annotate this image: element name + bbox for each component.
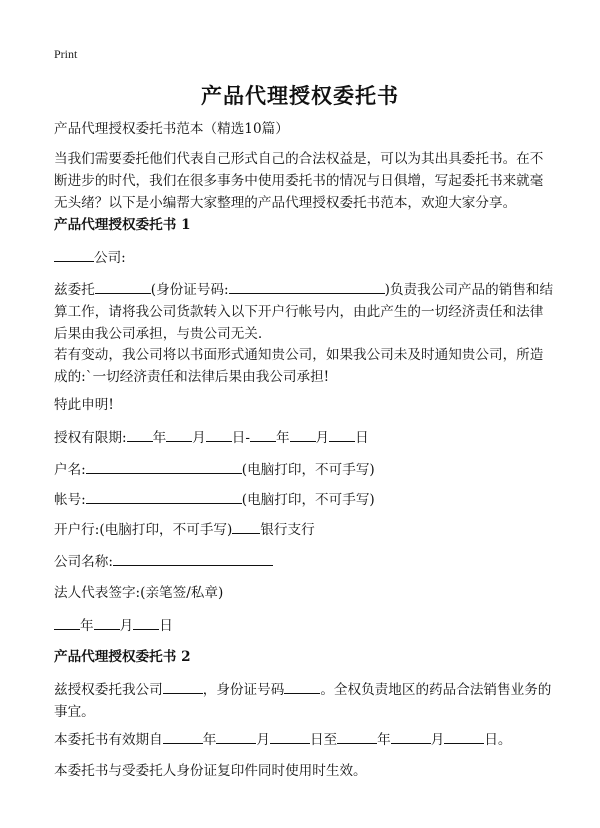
validity-text-a: 本委托书有效期自 <box>54 732 163 748</box>
valid-start-month-unit: 月 <box>256 732 270 748</box>
entrust-paragraph <box>54 278 554 345</box>
authorization-period-line <box>54 426 554 449</box>
valid-end-year-blank[interactable] <box>337 728 377 744</box>
account-number-note: (电脑打印，不可手写) <box>241 492 375 508</box>
bank-blank[interactable] <box>232 518 260 534</box>
valid-end-month-blank[interactable] <box>391 728 431 744</box>
agent-name-blank[interactable] <box>95 278 151 294</box>
authorize-paragraph <box>54 678 554 723</box>
document-subtitle: 产品代理授权委托书范本（精选10篇） <box>54 121 289 137</box>
account-name-blank[interactable] <box>86 458 242 474</box>
start-day-blank[interactable] <box>206 426 232 442</box>
end-day-unit: 日 <box>355 430 369 446</box>
period-label: 授权有限期: <box>54 430 127 446</box>
valid-end-month-unit: 月 <box>430 732 445 748</box>
bank-suffix: 银行支行 <box>260 522 315 538</box>
effective-line: 本委托书与受委托人身份证复印件同时使用时生效。 <box>54 763 367 779</box>
id-blank[interactable] <box>284 678 320 694</box>
start-day-unit: 日 <box>231 430 246 446</box>
valid-end-day-blank[interactable] <box>444 728 484 744</box>
agent-blank[interactable] <box>163 678 203 694</box>
valid-start-day-blank[interactable] <box>270 728 310 744</box>
intro-paragraph: 当我们需要委托他们代表自己形式自己的合法权益是，可以为其出具委托书。在不断进步的时代，我们在很多事务中使用委托书的情况与日俱增，写起委托书来就毫无头绪？以下是小编帮大家整理的产品代理授权委托书范本，欢迎大家分享。 <box>54 151 544 211</box>
period-dash: - <box>245 430 250 446</box>
end-month-blank[interactable] <box>290 426 316 442</box>
sign-month-blank[interactable] <box>94 614 120 630</box>
document-title: 产品代理授权委托书 <box>201 83 399 108</box>
start-month-unit: 月 <box>192 430 206 446</box>
entrust-text-c: )负责我公司产品的销售和结算工作，请将我公司货款转入以下开户行帐号内，由此产生的一切经济责任和法律后果由我公司承担，与贵公司无关. <box>54 282 554 342</box>
valid-end-year-unit: 年 <box>377 732 391 748</box>
legal-rep-line: 法人代表签字:(亲笔签/私章) <box>54 585 224 601</box>
end-year-unit: 年 <box>275 430 290 446</box>
section-1-heading: 产品代理授权委托书 1 <box>54 217 191 233</box>
sign-year-blank[interactable] <box>54 614 80 630</box>
authorize-text-b: ，身份证号码 <box>202 682 285 698</box>
entrust-text-b: (身份证号码: <box>150 282 229 298</box>
account-name-line <box>54 458 554 481</box>
company-name-blank[interactable] <box>113 550 273 566</box>
bank-line <box>54 518 554 541</box>
start-year-unit: 年 <box>152 430 167 446</box>
bank-label: 开户行:(电脑打印，不可手写) <box>54 522 233 538</box>
sign-year-unit: 年 <box>80 618 94 634</box>
authorize-text-c: 。全权负责地区的药品合法销售业务的事宜。 <box>54 682 552 720</box>
sign-month-unit: 月 <box>119 618 134 634</box>
company-blank[interactable] <box>54 246 94 262</box>
sign-day-unit: 日 <box>159 618 173 634</box>
declaration-line: 特此申明! <box>54 397 114 413</box>
validity-text-c: 日。 <box>484 732 512 748</box>
company-suffix: 公司: <box>94 250 126 266</box>
print-link[interactable]: Print <box>54 47 78 61</box>
id-number-blank[interactable] <box>229 278 385 294</box>
valid-start-month-blank[interactable] <box>216 728 256 744</box>
end-day-blank[interactable] <box>329 426 355 442</box>
company-name-line <box>54 550 554 573</box>
account-number-blank[interactable] <box>86 488 242 504</box>
account-number-label: 帐号: <box>54 492 86 508</box>
entrust-text-a: 兹委托 <box>54 282 95 298</box>
company-name-label: 公司名称: <box>54 554 113 570</box>
change-notice-paragraph: 若有变动，我公司将以书面形式通知贵公司，如果我公司未及时通知贵公司，所造成的:`一切经济责任和法律后果由我公司承担! <box>54 347 544 385</box>
account-name-note: (电脑打印，不可手写) <box>241 462 375 478</box>
company-line <box>54 246 554 269</box>
validity-line <box>54 728 554 751</box>
start-month-blank[interactable] <box>166 426 192 442</box>
sign-day-blank[interactable] <box>133 614 159 630</box>
sign-date-line <box>54 614 554 637</box>
valid-start-year-blank[interactable] <box>163 728 203 744</box>
validity-text-b: 日至 <box>309 732 338 748</box>
authorize-text-a: 兹授权委托我公司 <box>54 682 163 698</box>
account-name-label: 户名: <box>54 462 86 478</box>
valid-start-year-unit: 年 <box>202 732 217 748</box>
end-month-unit: 月 <box>315 430 330 446</box>
end-year-blank[interactable] <box>250 426 276 442</box>
section-2-heading: 产品代理授权委托书 2 <box>54 649 191 665</box>
account-number-line <box>54 488 554 511</box>
start-year-blank[interactable] <box>127 426 153 442</box>
